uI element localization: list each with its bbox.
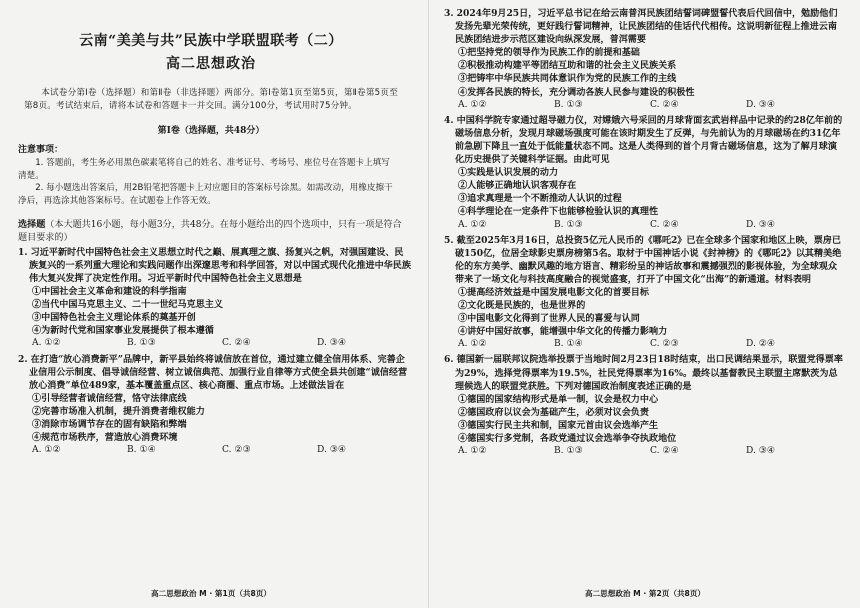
question-option: ①提高经济效益是中国发展电影文化的首要目标	[458, 286, 649, 298]
answer-choice: B. ①④	[127, 445, 156, 456]
question-option: ③中国电影文化得到了世界人民的喜爱与认同	[458, 313, 640, 325]
question-option: ①引导经营者诚信经营，恪守法律底线	[32, 392, 187, 404]
question-stem: 6. 德国新一届联邦议院选举投票于当地时间2月23日18时结束，出口民调结果显示，联盟党得票率为29%，选择党得票率为19.5%，社民党得票率为16%。最终以基督教民主联盟主席默茨为总理候选人的联盟党获胜。下列对德国政治制度表述正确的是	[444, 354, 843, 392]
choice-instruction	[6, 218, 416, 245]
question-stem: 2. 在打造“放心消费新平”品牌中，新平县始终将诚信放在首位，通过建立健全信用体系、完善企业信用公示制度、倡导诚信经营、树立诚信典范、加强行业自律等方式使全县共创建“诚信经营放心消费”单位489家，基本覆盖重点区、核心商圈、重点市场。上述做法旨在	[18, 353, 408, 391]
note-item: 2. 每小题选出答案后，用2B铅笔把答题卡上对应题目的答案标号涂黑。如需改动，用橡皮擦干净后，再选涂其他答案标号。在试题卷上作答无效。	[18, 183, 393, 206]
answer-choice: A. ①②	[458, 99, 487, 110]
answer-choice: B. ①③	[554, 219, 583, 230]
answer-choices	[444, 99, 846, 112]
page-divider	[428, 0, 429, 608]
answer-choice: D. ③④	[746, 446, 776, 457]
answer-choices	[18, 337, 412, 350]
question-stem: 5. 截至2025年3月16日，总投资5亿元人民币的《哪吒2》已在全球多个国家和地区上映，票房已破150亿，位居全球影史票房榜第5名。取材于中国神话小说《封神榜》的《哪吒2》以其精美绝伦的东方美学、幽默风趣的地方语言、精彩纷呈的神话故事和震撼强烈的影视体验，为全球观众带来了一场文化与科技高度融合的视觉盛宴，打开了中国文化“出海”的新通道。材料表明	[444, 234, 842, 285]
question-option: ④讲好中国好故事，能增强中华文化的传播力影响力	[458, 326, 668, 338]
question-option: ②文化既是民族的，也是世界的	[458, 300, 586, 312]
question-option: ②德国政府以议会为基础产生，必须对议会负责	[458, 406, 649, 418]
question-option: ④科学理论在一定条件下也能够检验认识的真理性	[458, 206, 659, 218]
answer-choice: C. ②④	[650, 446, 679, 457]
answer-choice: A. ①②	[458, 219, 487, 230]
question-option: ④为新时代党和国家事业发展提供了根本遵循	[32, 325, 214, 337]
question-option: ④发挥各民族的特长，充分调动各族人民参与建设的积极性	[458, 86, 695, 98]
question-6	[440, 353, 850, 458]
question-option: ①实践是认识发展的动力	[458, 167, 559, 179]
instruction-text: （本大题共16小题，每小题3分，共48分。在每小题给出的四个选项中，只有一项是符合题目要求的）	[18, 219, 402, 243]
answer-choice: A. ①②	[32, 338, 61, 349]
answer-choice: D. ③④	[746, 99, 776, 110]
section-title: 第Ⅰ卷（选择题，共48分）	[157, 126, 265, 136]
page-footer: 高二思想政治 M · 第1页（共8页）	[150, 588, 272, 598]
answer-choice: B. ①③	[127, 338, 156, 349]
question-option: ②人能够正确地认识客观存在	[458, 180, 577, 192]
answer-choice: C. ②④	[222, 338, 251, 349]
answer-choice: D. ②④	[746, 339, 776, 350]
exam-intro: 本试卷分第Ⅰ卷（选择题）和第Ⅱ卷（非选择题）两部分。第Ⅰ卷第1页至第5页，第Ⅱ卷第5页至第8页。考试结束后，请将本试卷和答题卡一并交回。满分100分，考试用时75分钟。	[24, 88, 398, 111]
question-option: ③德国实行民主共和制，国家元首由议会选举产生	[458, 419, 659, 431]
question-option: ②当代中国马克思主义、二十一世纪马克思主义	[32, 299, 223, 311]
exam-title: 云南“美美与共”民族中学联盟联考（二）	[79, 33, 343, 49]
answer-choice: D. ③④	[317, 338, 347, 349]
answer-choices	[444, 219, 846, 232]
question-2	[6, 353, 416, 458]
answer-choices	[444, 338, 846, 351]
question-option: ①把坚持党的领导作为民族工作的前提和基础	[458, 47, 640, 59]
question-stem: 1. 习近平新时代中国特色社会主义思想立时代之巅、展真理之旗、扬复兴之帆，对强国建设、民族复兴的一系列重大理论和实践问题作出深邃思考和科学回答，对以中国式现代化推进中华民族伟大复兴发挥了决定性作用。习近平新时代中国特色社会主义思想是	[18, 246, 411, 284]
answer-choice: B. ①④	[554, 339, 583, 350]
answer-choice: A. ①②	[32, 445, 61, 456]
answer-choice: D. ③④	[317, 445, 347, 456]
question-4	[440, 114, 850, 232]
answer-choice: C. ②③	[650, 339, 679, 350]
question-option: ②完善市场准入机制，提升消费者维权能力	[32, 405, 205, 417]
question-option: ③中国特色社会主义理论体系的奠基开创	[32, 312, 196, 324]
answer-choices	[18, 444, 412, 457]
question-stem: 4. 中国科学院专家通过超导磁力仪，对嫦娥六号采回的月球背面玄武岩样品中记录的约28亿年前的磁场信息分析，发现月球磁场强度可能在该时期发生了反弹，与先前认为的月球磁场在约31亿年前急剧下降且一直处于低能量状态不同。这是人类得到的首个月背古磁场信息，这为了解月球演化历史提供了关键科学证据。由此可见	[444, 114, 843, 166]
exam-subject: 高二思想政治	[166, 56, 256, 72]
question-option: ④规范市场秩序，营造放心消费环境	[32, 432, 178, 444]
question-3	[440, 7, 850, 112]
question-5	[440, 234, 850, 352]
note-item: 1. 答题前，考生务必用黑色碳素笔将自己的姓名、准考证号、考场号、座位号在答题卡上填写清楚。	[18, 158, 390, 181]
question-1	[6, 246, 416, 351]
question-option: ④德国实行多党制，各政党通过议会选举争夺执政地位	[458, 433, 677, 444]
notes-heading: 注意事项：	[18, 145, 64, 156]
question-option: ②积极推动构建平等团结互助和谐的社会主义民族关系	[458, 60, 677, 72]
question-option: ①中国社会主义革命和建设的科学指南	[32, 286, 187, 298]
answer-choice: D. ③④	[746, 219, 776, 230]
answer-choice: A. ①②	[458, 339, 487, 350]
instruction-label: 选择题	[18, 218, 46, 230]
question-option: ③把铸牢中华民族共同体意识作为党的民族工作的主线	[458, 73, 677, 85]
answer-choice: B. ①③	[554, 446, 583, 457]
question-option: ③消除市场调节存在的固有缺陷和弊端	[32, 418, 187, 430]
answer-choice: A. ①②	[458, 446, 487, 457]
question-stem: 3. 2024年9月25日，习近平总书记在给云南普洱民族团结誓词碑盟誓代表后代回信中，勉励他们发扬先辈光荣传统，更好践行誓词精神，让民族团结的佳话代代相传。这说明新征程上推进云南民族团结进步示范区建设向纵深发展，普洱需要	[444, 8, 838, 46]
question-option: ③追求真理是一个不断推动人认识的过程	[458, 193, 622, 205]
exam-page-2	[440, 6, 850, 602]
question-option: ①德国的国家结构形式是单一制，议会是权力中心	[458, 393, 659, 405]
answer-choice: B. ①③	[554, 99, 583, 110]
answer-choice: C. ②③	[222, 445, 251, 456]
answer-choices	[444, 445, 846, 458]
answer-choice: C. ②④	[650, 99, 679, 110]
answer-choice: C. ②④	[650, 219, 679, 230]
page-footer: 高二思想政治 M · 第2页（共8页）	[584, 588, 706, 598]
exam-page-1	[6, 6, 416, 602]
